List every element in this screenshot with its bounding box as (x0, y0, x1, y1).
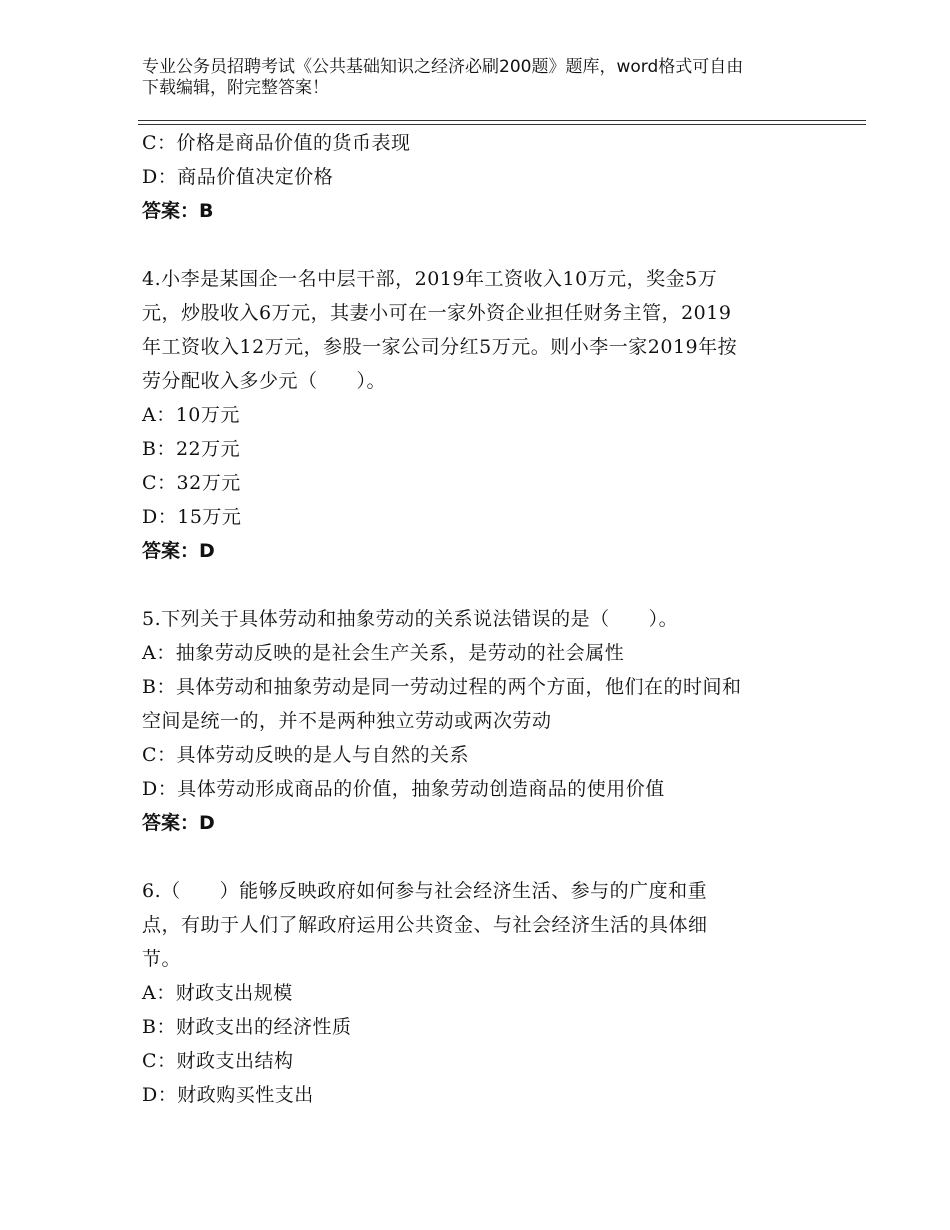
stem-line: 点，有助于人们了解政府运用公共资金、与社会经济生活的具体细 (142, 914, 708, 936)
option-b: B：财政支出的经济性质 (142, 1016, 352, 1038)
question-5 (142, 602, 822, 840)
option-d: D：具体劳动形成商品的价值，抽象劳动创造商品的使用价值 (142, 778, 665, 800)
answer-label: 答案：D (142, 812, 215, 834)
question-stem (142, 602, 822, 636)
option-c: C：财政支出结构 (142, 1050, 294, 1072)
option-b: B：22万元 (142, 438, 241, 460)
stem-line: 5.下列关于具体劳动和抽象劳动的关系说法错误的是（ ）。 (142, 608, 679, 630)
option-b-continued: 空间是统一的，并不是两种独立劳动或两次劳动 (142, 710, 552, 732)
option-c: C：价格是商品价值的货币表现 (142, 132, 411, 154)
stem-line: 节。 (142, 948, 182, 970)
option-d: D：15万元 (142, 506, 242, 528)
question-4 (142, 262, 822, 568)
option-a: A：10万元 (142, 404, 240, 426)
option-d: D：财政购买性支出 (142, 1084, 314, 1106)
document-header (142, 57, 832, 99)
option-c: C：32万元 (142, 472, 241, 494)
option-d: D：商品价值决定价格 (142, 166, 334, 188)
question-3-tail (142, 126, 822, 228)
stem-line: 劳分配收入多少元（ ）。 (142, 370, 387, 392)
answer-label: 答案：B (142, 200, 214, 222)
question-list (142, 126, 822, 1112)
stem-line: 4.小李是某国企一名中层干部，2019年工资收入10万元，奖金5万 (142, 268, 718, 290)
option-c: C：具体劳动反映的是人与自然的关系 (142, 744, 470, 766)
question-6 (142, 874, 822, 1112)
option-a: A：财政支出规模 (142, 982, 293, 1004)
stem-line: 6.（ ）能够反映政府如何参与社会经济生活、参与的广度和重 (142, 880, 708, 902)
stem-line: 年工资收入12万元，参股一家公司分红5万元。则小李一家2019年按 (142, 336, 738, 358)
stem-line: 元，炒股收入6万元，其妻小可在一家外资企业担任财务主管，2019 (142, 302, 732, 324)
question-stem (142, 262, 822, 398)
option-b: B：具体劳动和抽象劳动是同一劳动过程的两个方面，他们在的时间和 (142, 676, 742, 698)
header-line-2: 下载编辑，附完整答案！ (142, 78, 329, 98)
header-rule-bottom (138, 124, 866, 125)
header-rule-top (138, 120, 866, 121)
header-line-1: 专业公务员招聘考试《公共基础知识之经济必刷200题》题库，word格式可自由 (142, 57, 744, 77)
option-a: A：抽象劳动反映的是社会生产关系，是劳动的社会属性 (142, 642, 625, 664)
question-stem (142, 874, 822, 976)
answer-label: 答案：D (142, 540, 215, 562)
